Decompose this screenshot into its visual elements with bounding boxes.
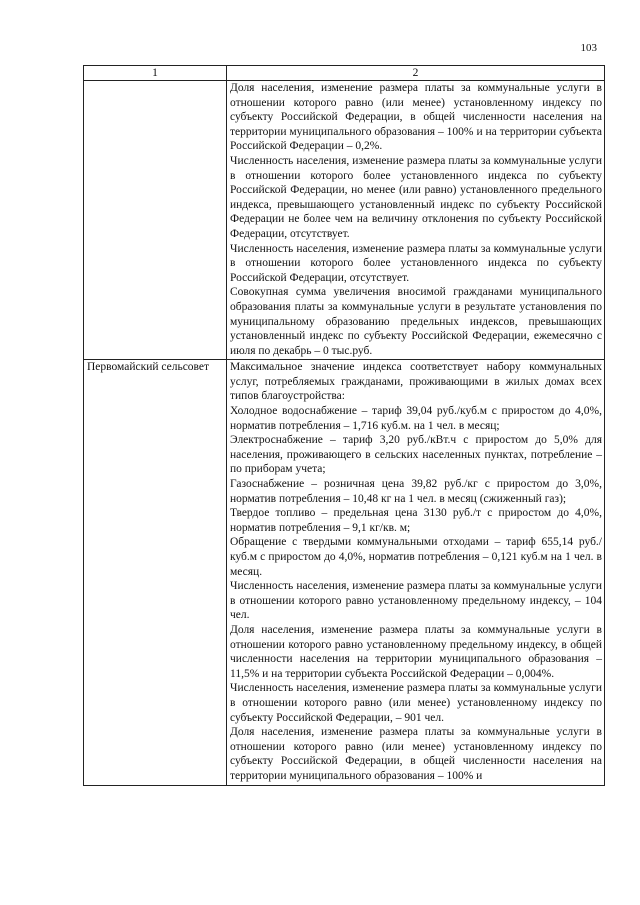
table-header-row	[84, 66, 605, 81]
paragraph: Доля населения, изменение размера платы за коммунальные услуги в отношении которого равно (или менее) установленному индексу по субъекту Российской Федерации, в общей численности населения на территории муниципального образования – 100% и	[230, 726, 602, 782]
paragraph: Электроснабжение – тариф 3,20 руб./кВт.ч с приростом до 5,0% для населения, проживающего в сельских населенных пунктах, потребление – по приборам учета;	[230, 434, 602, 476]
region-cell	[84, 81, 227, 360]
table-row	[84, 81, 605, 360]
region-cell: Первомайский сельсовет	[84, 360, 227, 785]
table-row	[84, 360, 605, 785]
content-cell	[227, 360, 605, 785]
page-number: 103	[580, 42, 597, 54]
data-table	[83, 65, 605, 786]
paragraph: Газоснабжение – розничная цена 39,82 руб./кг с приростом до 3,0%, норматив потребления – 10,48 кг на 1 чел. в месяц (сжиженный газ);	[230, 478, 602, 505]
column-header-1: 1	[84, 66, 227, 81]
content-cell	[227, 81, 605, 360]
paragraph: Численность населения, изменение размера платы за коммунальные услуги в отношении которого равно (или менее) установленному индексу по субъекту Российской Федерации, – 901 чел.	[230, 682, 602, 724]
paragraph: Численность населения, изменение размера платы за коммунальные услуги в отношении которого более установленного индекса по субъекту Российской Федерации, но менее (или равно) установленного предельного индекса, превышающего установленный индекс по субъекту Российской Федерации не более чем на величину отклонения по субъекту Российской Федерации, отсутствует.	[230, 154, 602, 240]
paragraph: Численность населения, изменение размера платы за коммунальные услуги в отношении которого равно установленному предельному индексу, – 104 чел.	[230, 580, 602, 622]
paragraph: Холодное водоснабжение – тариф 39,04 руб./куб.м с приростом до 4,0%, норматив потребления – 1,716 куб.м. на 1 чел. в месяц;	[230, 405, 602, 432]
paragraph: Совокупная сумма увеличения вносимой гражданами муниципального образования платы за коммунальные услуги в результате установления по муниципальному образованию предельных индексов, превышающих установленный индекс по субъекту Российской Федерации, ежемесячно с июля по декабрь – 0 тыс.руб.	[230, 286, 602, 357]
paragraph: Максимальное значение индекса соответствует набору коммунальных услуг, потребляемых гражданами, проживающими в жилых домах всех типов благоустройства:	[230, 361, 602, 403]
paragraph: Твердое топливо – предельная цена 3130 руб./т с приростом до 4,0%, норматив потребления – 9,1 кг/кв. м;	[230, 507, 602, 534]
paragraph: Обращение с твердыми коммунальными отходами – тариф 655,14 руб./куб.м с приростом до 4,0%, норматив потребления – 0,121 куб.м на 1 чел. в месяц.	[230, 536, 602, 578]
paragraph: Доля населения, изменение размера платы за коммунальные услуги в отношении которого равно (или менее) установленному индексу по субъекту Российской Федерации, в общей численности населения на территории муниципального образования – 100% и на территории субъекта Российской Федерации – 0,2%.	[230, 82, 602, 153]
column-header-2: 2	[227, 66, 605, 81]
paragraph: Доля населения, изменение размера платы за коммунальные услуги в отношении которого равно установленному предельному индексу, в общей численности населения на территории муниципального образования – 11,5% и на территории субъекта Российской Федерации – 0,004%.	[230, 623, 602, 680]
paragraph: Численность населения, изменение размера платы за коммунальные услуги в отношении которого более установленного индекса по субъекту Российской Федерации, отсутствует.	[230, 242, 602, 284]
